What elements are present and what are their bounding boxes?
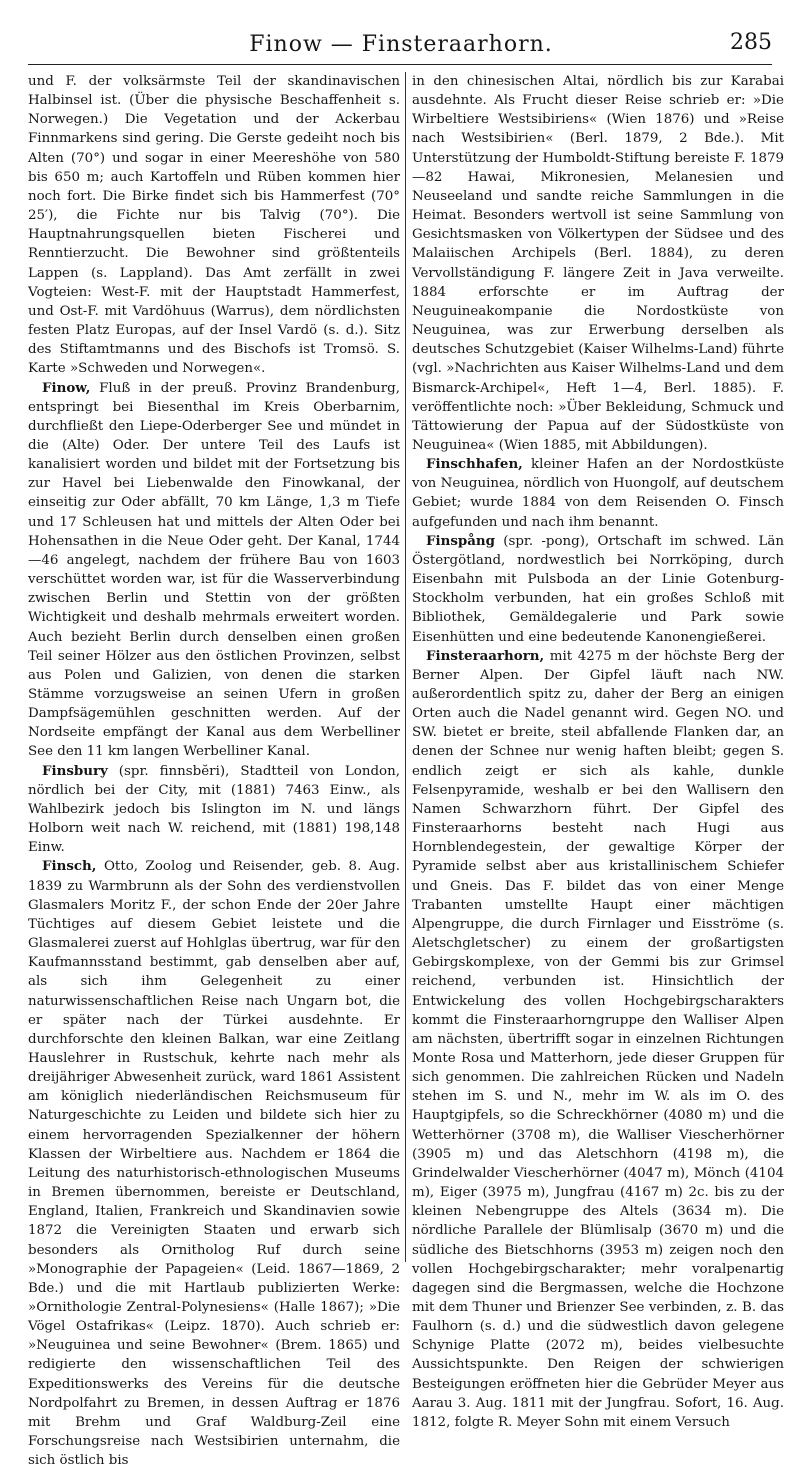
lemma-finsteraarhorn: Finsteraarhorn, [426,647,545,664]
entry-finsch-text: Otto, Zoolog und Reisender, geb. 8. Aug. 1839 zu Warmbrunn als der Sohn des verdienstvollen Glasmalers Moritz F., der schon Ende der 20er Jahre Tüchtiges auf diesem Gebiet leistete und die Glasmalerei zuerst auf Hohlglas übertrug, war für den Kaufmannsstand bestimmt, gab denselben aber auf, als sich ihm Gelegenheit zu einer naturwissenschaftlichen Reise nach Ungarn bot, die er später nach der Türkei ausdehnte. Er durchforschte den kleinen Balkan, war eine Zeitlang Hauslehrer in Rustschuk, kehrte nach mehr als dreijähriger Abwesenheit zurück, ward 1861 Assistent am königlich niederländischen Reichsmuseum für Naturgeschichte zu Leiden und bildete sich hier zu einem hervorragenden Spezialkenner der höhern Klassen der Wirbeltiere aus. Nachdem er 1864 die Leitung des naturhistorisch-ethnologischen Museums in Bremen übernommen, bereiste er Deutschland, England, Italien, Frankreich und Skandinavien sowie 1872 die Vereinigten Staaten und erwarb sich besonders als Ornitholog Ruf durch seine »Monographie der Papageien« (Leid. 1867—1869, 2 Bde.) und die mit Hartlaub publizierten Werke: »Ornithologie Zentral-Polynesiens« (Halle 1867); »Die Vögel Ostafrikas« (Leipz. 1870). Auch schrieb er: »Neuguinea und seine Bewohner« (Brem. 1865) und redigierte den wissenschaftlichen Teil des Expeditionswerks des Vereins für die deutsche Nordpolfahrt zu Bremen, in dessen Auftrag er 1876 mit Brehm und Graf Waldburg-Zeil eine Forschungsreise nach Westsibirien unternahm, die sich östlich bis [28,859,400,1469]
entry-finschhafen-text: kleiner Hafen an der Nordostküste von Neuguinea, nördlich von Huongolf, auf deutschem Gebiet; wurde 1884 von dem Reisenden O. Finsch aufgefunden und nach ihm benannt. [412,457,784,530]
page-header [30,28,772,60]
entry-finow-text: Fluß in der preuß. Provinz Brandenburg, entspringt bei Biesenthal im Kreis Oberbarnim, durchfließt den Liepe-Oderberger See und mündet in die (Alte) Oder. Der untere Teil des Laufs ist kanalisiert worden und bildet mit der Fortsetzung bis zur Havel bei Liebenwalde den Finowkanal, der einseitig zur Oder abfällt, 70 km Länge, 1,3 m Tiefe und 17 Schleusen hat und mittels der Alten Oder bei Hohensathen in die Neue Oder geht. Der Kanal, 1744—46 angelegt, nachdem der frühere Bau von 1603 verschüttet worden war, ist für die Wasserverbindung zwischen Berlin und Stettin von der größten Wichtigkeit und deshalb mehrmals erweitert worden. Auch bezieht Berlin durch denselben einen großen Teil seiner Hölzer aus den östlichen Provinzen, selbst aus Polen und Galizien, von denen die starken Stämme vorzugsweise an seinen Ufern in großen Dampfsägemühlen geschnitten werden. Auf der Nordseite empfängt der Kanal aus dem Werbelliner See den 11 km langen Werbelliner Kanal. [28,380,400,760]
entry-finsteraarhorn [412,647,784,1432]
lemma-finspang: Finspång [426,532,496,549]
header-rule [28,64,772,65]
entry-finspang [412,532,784,647]
lemma-finow: Finow, [42,379,91,396]
running-title: Finow — Finsteraarhorn. [249,32,553,57]
right-column [412,72,784,1430]
lemma-finsbury: Finsbury [42,762,108,779]
entry-finow [28,379,400,762]
entry-finsch [28,857,400,1470]
entry-finsbury-text: (spr. finnsbĕri), Stadtteil von London, nördlich bei der City, mit (1881) 7463 Einw., als Wahlbezirk jedoch bis Islington im N. und längs Holborn weit nach W. reichend, mit (1881) 198,148 Einw. [28,763,400,856]
entry-continuation: und F. der volksärmste Teil der skandinavischen Halbinsel ist. (Über die physische Beschaffenheit s. Norwegen.) Die Vegetation und der Ackerbau Finnmarkens sind gering. Die Gerste gedeiht noch bis Alten (70°) und sogar in einer Meereshöhe von 580 bis 650 m; auch Kartoffeln und Rüben kommen hier noch fort. Die Birke findet sich bis Hammerfest (70° 25′), die Fichte nur bis Talvig (70°). Die Hauptnahrungsquellen bieten Fischerei und Renntierzucht. Die Bewohner sind größtenteils Lappen (s. Lappland). Das Amt zerfällt in zwei Vogteien: West-F. mit der Hauptstadt Hammerfest, und Ost-F. mit Vardöhuus (Warrus), dem nördlichsten festen Platz Europas, auf der Insel Vardö (s. d.). Sitz des Stiftamtmanns und des Bischofs ist Tromsö. S. Karte »Schweden und Norwegen«. [28,74,400,377]
entry-finsteraarhorn-text: mit 4275 m der höchste Berg der Berner Alpen. Der Gipfel läuft nach NW. außerordentlich spitz zu, daher der Berg an einigen Orten auch die Nadel genannt wird. Gegen NO. und SW. bietet er breite, steil abfallende Flanken dar, an denen der Schnee nur wenig haften bleibt; gegen S. endlich zeigt er sich als kahle, dunkle Felsenpyramide, weshalb er bei den Wallisern den Namen Schwarzhorn führt. Der Gipfel des Finsteraarhorns besteht nach Hugi aus Hornblendegestein, der gewaltige Körper der Pyramide selbst aber aus kristallinischem Schiefer und Gneis. Das F. bildet das von einer Menge Trabanten umstellte Haupt einer mächtigen Alpengruppe, die durch Firnlager und Eisströme (s. Aletschgletscher) zu einem der großartigsten Gebirgskomplexe, von der Gemmi bis zur Grimsel reichend, verbunden ist. Hinsichtlich der Entwickelung des vollen Hochgebirgscharakters kommt die Finsteraarhorngruppe den Walliser Alpen am nächsten, übertrifft sogar in einzelnen Richtungen Monte Rosa und Matterhorn, jede dieser Gruppen für sich genommen. Die zahlreichen Rücken und Nadeln stehen im S. und N., mehr im W. als im O. des Hauptgipfels, so die Schreckhörner (4080 m) und die Wetterhörner (3708 m), die Walliser Viescherhörner (3905 m) und das Aletschhorn (4198 m), die Grindelwalder Viescherhörner (4047 m), Mönch (4104 m), Eiger (3975 m), Jungfrau (4167 m) 2c. bis zu der kleinen Nebengruppe des Altels (3634 m). Die nördliche Parallele der Blümlisalp (3670 m) und die südliche des Bietschhorns (3953 m) zeigen noch den vollen Hochgebirgscharakter; mehr voralpenartig dagegen sind die Bergmassen, welche die Hochzone mit dem Thuner und Brienzer See verbinden, z. B. das Faulhorn (s. d.) und die südwestlich davon gelegene Schynige Platte (2072 m), beides vielbesuchte Aussichtspunkte. Den Reigen der schwierigen Besteigungen eröffneten hier die Gebrüder Meyer aus Aarau 3. Aug. 1811 mit der Jungfrau. Sofort, 16. Aug. 1812, folgte R. Meyer Sohn mit einem Versuch [412,648,784,1430]
lemma-finschhafen: Finschhafen, [426,456,523,473]
page-number: 285 [730,30,772,55]
entry-finschhafen [412,455,784,532]
lemma-finsch: Finsch, [42,858,97,875]
entry-finsbury [28,762,400,858]
entry-finspang-text: (spr. -pong), Ortschaft im schwed. Län Östergötland, nordwestlich bei Norrköping, durch Eisenbahn mit Pulsboda an der Linie Gotenburg-Stockholm verbunden, hat ein großes Schloß mit Bibliothek, Gemäldegalerie und Park sowie Eisenhütten und eine bedeutende Kanonengießerei. [412,533,784,645]
column-divider [405,72,406,1262]
left-column [28,72,400,1469]
entry-continuation: in den chinesischen Altai, nördlich bis zur Karabai ausdehnte. Als Frucht dieser Reise schrieb er: »Die Wirbeltiere Westsibiriens« (Wien 1876) und »Reise nach Westsibirien« (Berl. 1879, 2 Bde.). Mit Unterstützung der Humboldt-Stiftung bereiste F. 1879—82 Hawai, Mikronesien, Melanesien und Neuseeland und sandte reiche Sammlungen in die Heimat. Besonders wertvoll ist seine Sammlung von Gesichtsmasken von Völkertypen der Südsee und des Malaiischen Archipels (Berl. 1884), zu deren Vervollständigung F. längere Zeit in Java verweilte. 1884 erforschte er im Auftrag der Neuguineakompanie die Nordostküste von Neuguinea, was zur Erwerbung derselben als deutsches Schutzgebiet (Kaiser Wilhelms-Land) führte (vgl. »Nachrichten aus Kaiser Wilhelms-Land und dem Bismarck-Archipel«, Heft 1—4, Berl. 1885). F. veröffentlichte noch: »Über Bekleidung, Schmuck und Tättowierung der Papua auf der Südostküste von Neuguinea« (Wien 1885, mit Abbildungen). [412,74,784,453]
